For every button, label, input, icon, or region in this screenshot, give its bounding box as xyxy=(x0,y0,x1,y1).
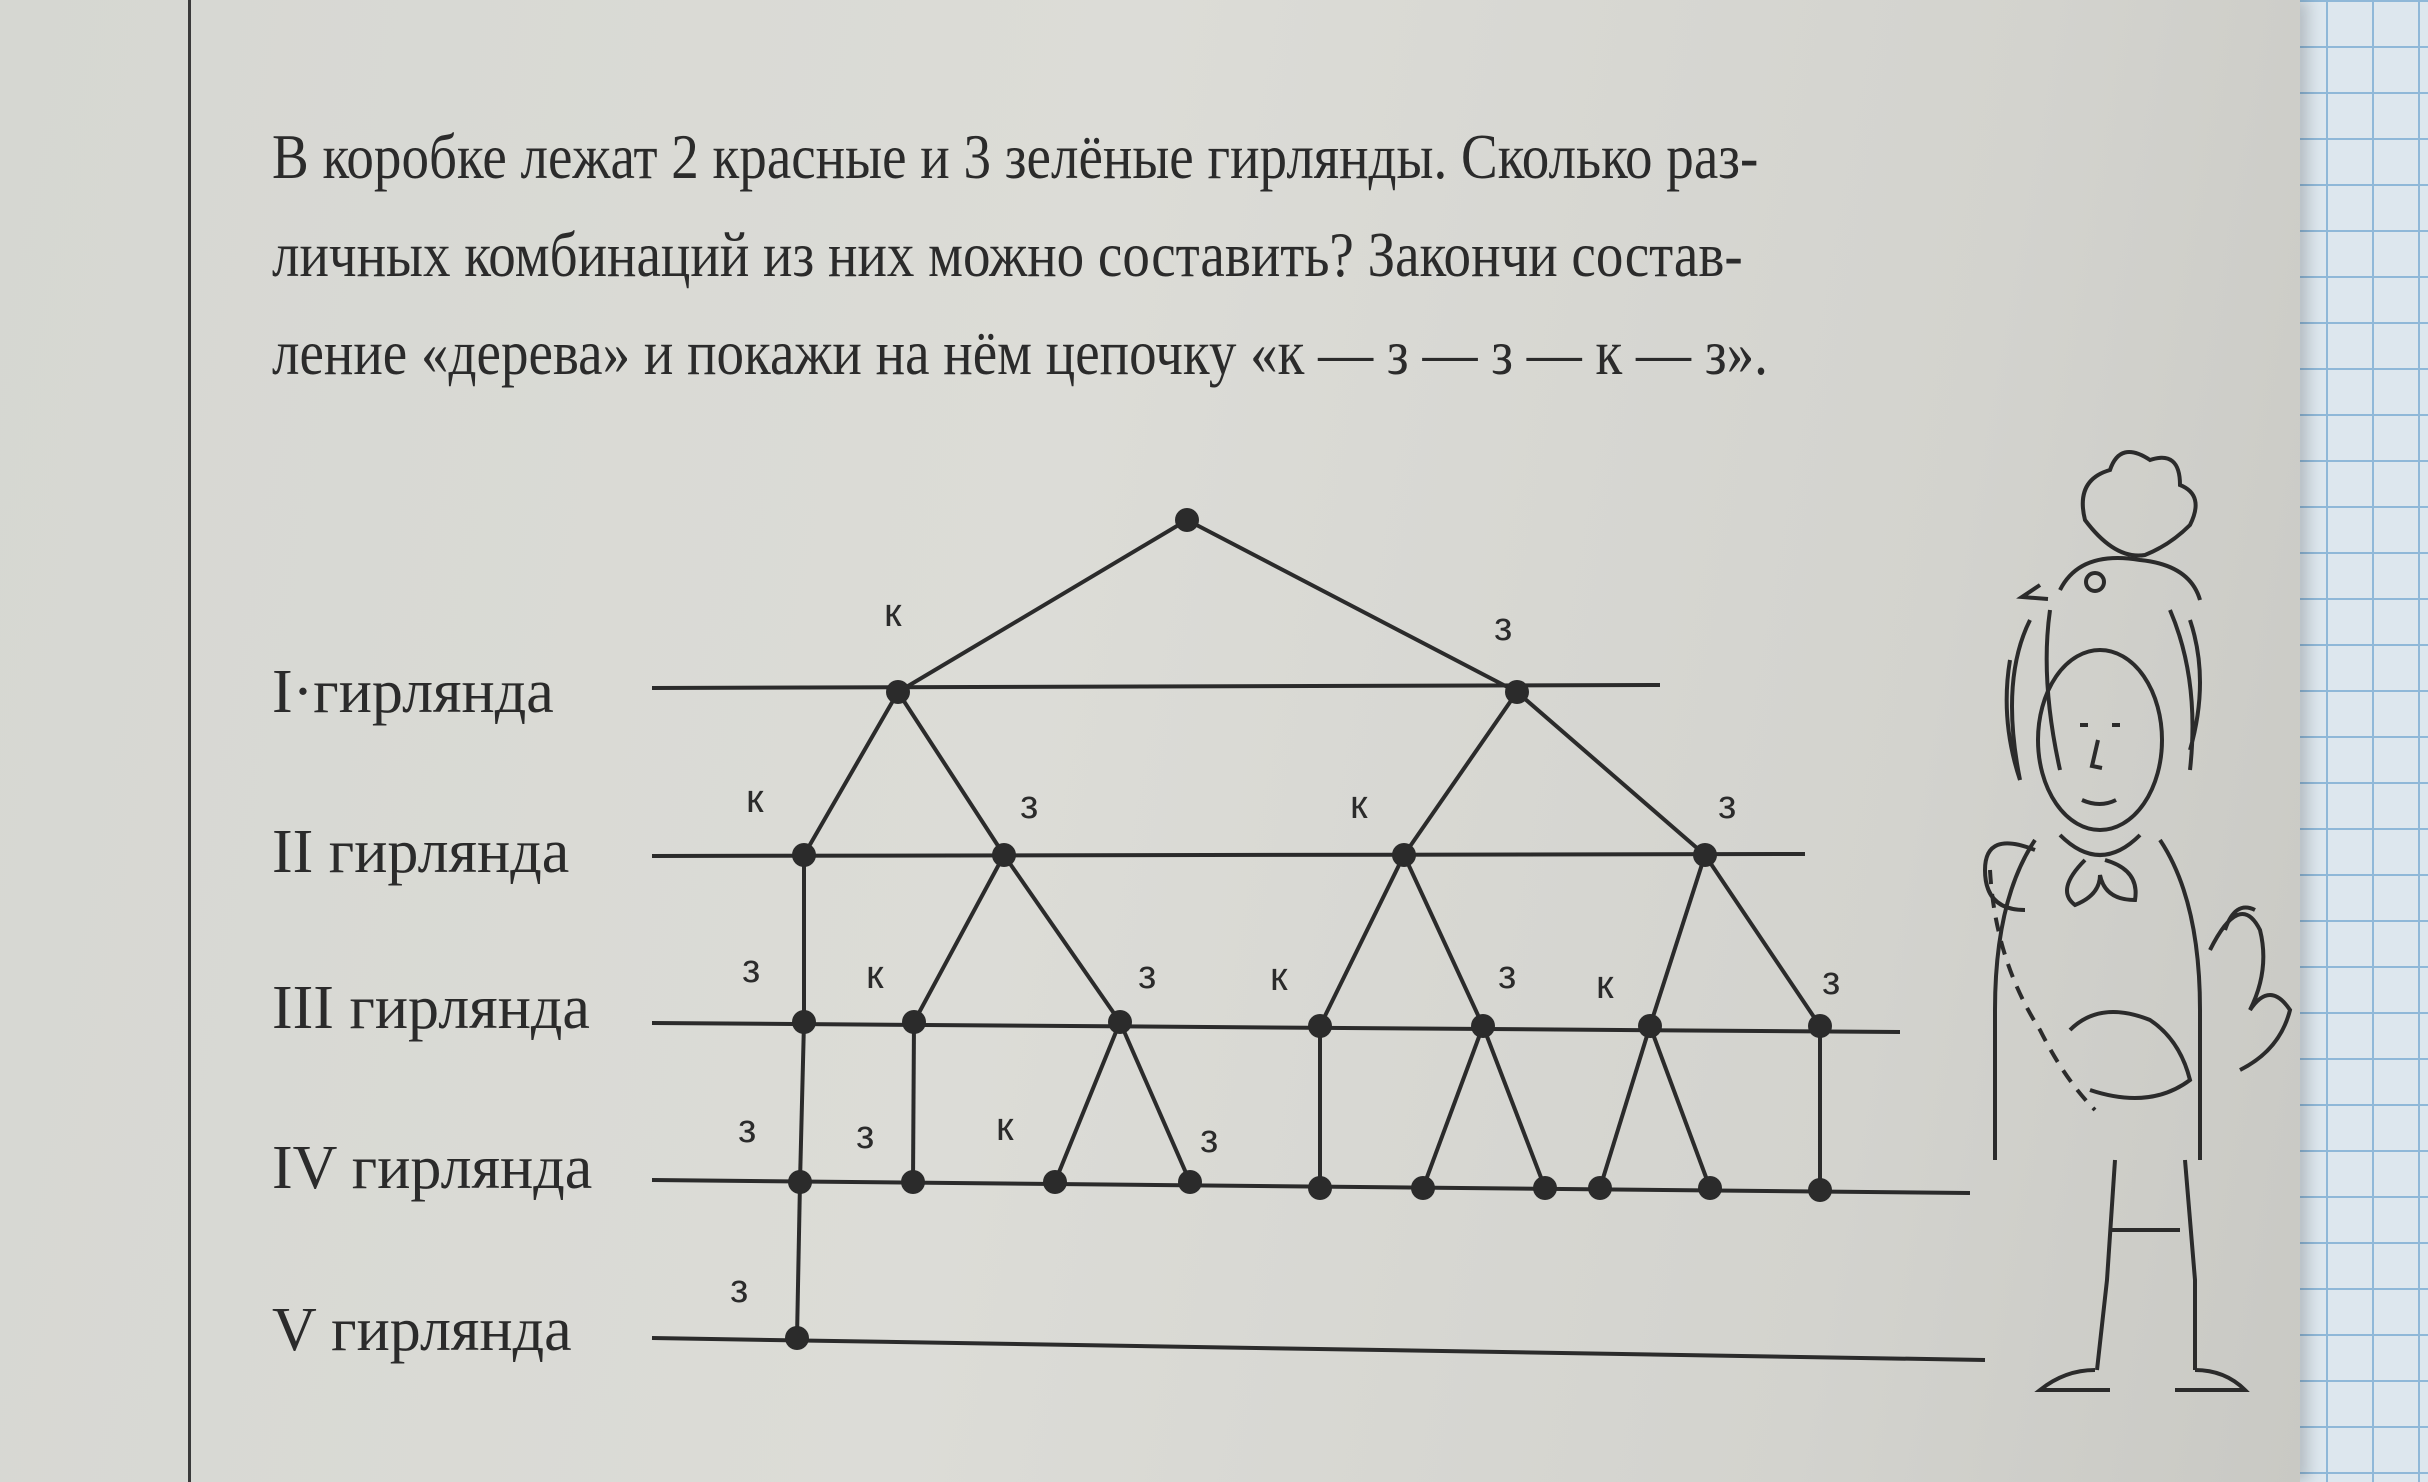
node xyxy=(886,680,910,704)
level-label-3: III гирлянда xyxy=(272,974,590,1042)
rooster-beak-icon xyxy=(2022,585,2048,599)
edge-label-z: з xyxy=(1718,783,1737,827)
rooster-tail-icon xyxy=(2210,908,2290,1071)
edge-zz-zzz xyxy=(1705,855,1820,1026)
level-label-1: I·гирлянда xyxy=(272,658,554,726)
edge-zzk-right xyxy=(1650,1026,1710,1188)
node xyxy=(992,843,1016,867)
node xyxy=(1308,1014,1332,1038)
edge-label-k: к xyxy=(884,591,902,635)
node xyxy=(901,1170,925,1194)
edge-label-z: з xyxy=(730,1267,749,1311)
node xyxy=(1411,1176,1435,1200)
edge-z-zz xyxy=(1517,692,1705,855)
node-root xyxy=(1175,508,1199,532)
node xyxy=(1533,1176,1557,1200)
hat-crest-icon xyxy=(2083,452,2196,556)
node xyxy=(902,1010,926,1034)
edge-label-z: з xyxy=(1200,1117,1219,1161)
boy-with-rooster-illustration xyxy=(1985,452,2290,1390)
edge-zkz-right xyxy=(1483,1026,1545,1188)
edge-root-k xyxy=(898,520,1187,692)
edge-label-k: к xyxy=(866,953,884,997)
edge-label-z: з xyxy=(1498,953,1517,997)
node xyxy=(1638,1014,1662,1038)
edge-zz-zzk xyxy=(1650,855,1705,1026)
rooster-eye-icon xyxy=(2086,573,2104,591)
node xyxy=(792,1010,816,1034)
edge-label-z: з xyxy=(1138,953,1157,997)
bow-tie-icon xyxy=(2060,835,2140,905)
edge-zk-zkk xyxy=(1320,855,1404,1026)
edge-label-z: з xyxy=(742,947,761,991)
problem-line-2: личных комбинаций из них можно составить? Закончи состав- xyxy=(272,219,1743,290)
node xyxy=(1808,1178,1832,1202)
node xyxy=(1505,680,1529,704)
edge-kkz-down xyxy=(800,1022,804,1182)
edge-label-z: з xyxy=(856,1113,875,1157)
node xyxy=(1808,1014,1832,1038)
tree-edges xyxy=(797,520,1820,1338)
edge-kzz-k xyxy=(1055,1022,1120,1182)
edge-kzk-down xyxy=(913,1022,914,1182)
problem-line-3: ление «дерева» и покажи на нём цепочку «к — з — з — к — з». xyxy=(272,317,1768,388)
level-label-5: V гирлянда xyxy=(272,1296,572,1364)
node xyxy=(788,1170,812,1194)
node xyxy=(1392,843,1416,867)
edge-z-zk xyxy=(1404,692,1517,855)
node xyxy=(792,843,816,867)
facial-features-icon xyxy=(2080,725,2120,804)
level-line-2 xyxy=(652,854,1805,856)
edge-label-k: к xyxy=(996,1105,1014,1149)
edge-zk-zkz xyxy=(1404,855,1483,1026)
edge-zzk-left xyxy=(1600,1026,1650,1188)
edge-kzz-z xyxy=(1120,1022,1190,1182)
edge-kz-kzz xyxy=(1004,855,1120,1022)
node xyxy=(1043,1170,1067,1194)
edge-v-level xyxy=(797,1182,800,1338)
edge-root-z xyxy=(1187,520,1517,692)
node xyxy=(1471,1014,1495,1038)
level-line-5 xyxy=(652,1338,1985,1360)
level-label-4: IV гирлянда xyxy=(272,1134,593,1202)
tree-nodes xyxy=(785,508,1832,1350)
problem-line-1: В коробке лежат 2 красные и 3 зелёные гирлянды. Сколько раз- xyxy=(272,121,1759,192)
legs-icon xyxy=(2097,1160,2195,1370)
edge-label-k: к xyxy=(1270,955,1288,999)
level-label-2: II гирлянда xyxy=(272,818,570,886)
shoes-icon xyxy=(2040,1370,2245,1390)
node xyxy=(1178,1170,1202,1194)
node xyxy=(1108,1010,1132,1034)
edge-k-kz xyxy=(898,692,1004,855)
node xyxy=(1308,1176,1332,1200)
level-line-3 xyxy=(652,1023,1900,1032)
edge-zkz-left xyxy=(1423,1026,1483,1188)
hair-icon xyxy=(2007,610,2200,780)
edge-kz-kzk xyxy=(914,855,1004,1022)
node xyxy=(785,1326,809,1350)
hat-brim-icon xyxy=(2060,558,2200,600)
node xyxy=(1698,1176,1722,1200)
edge-label-k: к xyxy=(1350,783,1368,827)
edge-label-z: з xyxy=(1822,959,1841,1003)
edge-label-k: к xyxy=(746,777,764,821)
edge-label-z: з xyxy=(1020,783,1039,827)
node xyxy=(1693,843,1717,867)
edge-label-k: к xyxy=(1596,963,1614,1007)
edge-label-z: з xyxy=(738,1107,757,1151)
node xyxy=(1588,1176,1612,1200)
edge-k-kk xyxy=(804,692,898,855)
hands-icon xyxy=(2070,1012,2190,1098)
edge-label-z: з xyxy=(1494,605,1513,649)
